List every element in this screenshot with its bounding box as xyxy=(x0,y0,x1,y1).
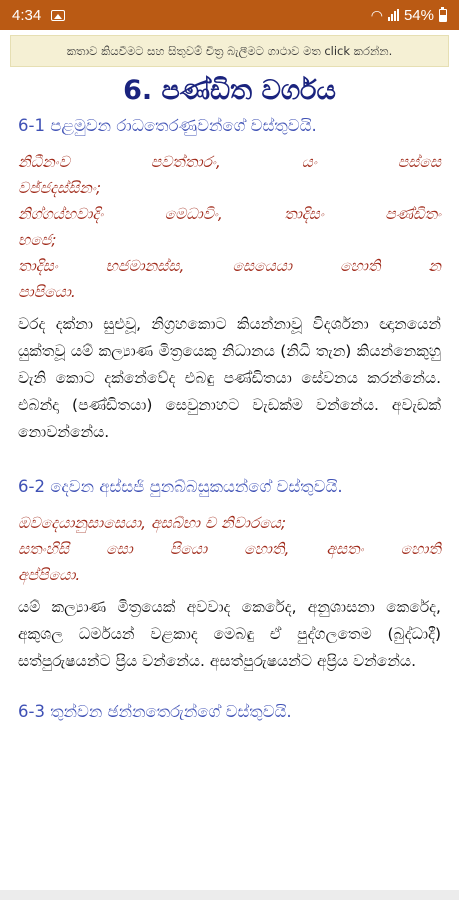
verse-line: ඔවදෙයානුසාසෙයා, අසබ්භා ච නිවාරයෙ; xyxy=(18,514,287,532)
battery-icon xyxy=(439,9,447,22)
status-left xyxy=(12,7,65,24)
bottom-edge xyxy=(0,890,459,900)
verse-line: නිග්ගය්හවාදිං මෙධාවිං, තාදිසං පණ්ඩිතං xyxy=(18,205,441,223)
verse-line: නිධීනංව පවත්තාරං, යං පස්සෙ xyxy=(18,153,441,171)
verse-block-1[interactable] xyxy=(18,149,441,305)
status-bar xyxy=(0,0,459,30)
verse-explanation-2: යම් කල්‍යාණ මිත්‍රයෙක් අවවාද කෙරේද, අනුශාසනා කෙරේද, අකුශල ධර්මයන් වළකාද මෙබඳු ඒ පුද්ගලතෙම (බුද්ධාදී) සත්පුරුෂයන්ට ප්‍රිය වන්නේය. අසත්පුරුෂයන්ට අප්‍රිය වන්නේය. xyxy=(18,598,441,670)
status-time: 4:34 xyxy=(12,6,42,24)
verse-line: සතංහිසි සො පියො හොති, අසතං හොති xyxy=(18,540,441,558)
battery-percent: 54% xyxy=(403,6,434,24)
click-hint-banner xyxy=(10,35,449,67)
verse-line: භජෙ; xyxy=(18,231,57,249)
wifi-icon: ◠ xyxy=(370,7,383,23)
signal-icon xyxy=(388,9,399,21)
verse-explanation-1: වරද දක්නා සුළුවූ, නිග්‍රහකොට කියන්නාවූ විදර්ශනා ඥානයෙන් යුක්තවූ යම් කල්‍යාණ මිත්‍රයෙකු නිධානය (නිධි තැන) කියන්නෙකුහු වැනි කොට දක්නේවේද එබඳු පණ්ඩිතයා සේවනය කරන්නේය. එබන්දා (පණ්ඩිතයා) සෙවුනාහට වැඩක්ම වන්නේය. අවැඩක් නොවන්නේය. xyxy=(18,315,441,441)
verse-line: තාදිසං භජමානස්ස, සෙයෙයා හොති න xyxy=(18,257,441,275)
story-title-1[interactable]: 6-1 පළමුවන රාධතෙරණුවන්ගේ වස්තුවයි. xyxy=(18,116,317,135)
verse-line: වජ්ජදස්සිනං; xyxy=(18,179,102,197)
status-right xyxy=(371,7,447,24)
verse-line: පාපියො. xyxy=(18,283,76,301)
image-notification-icon xyxy=(51,10,65,21)
click-hint-text: කතාව කියවීමට සහ සිතුවම් චිත්‍ර බැලීමට ගාථාව මත click කරන්න. xyxy=(66,44,393,58)
verse-block-2[interactable] xyxy=(18,510,441,588)
verse-line: අප්පියො. xyxy=(18,566,81,584)
story-title-3[interactable]: 6-3 තුන්වන ඡන්නතෙරුන්ගේ වස්තුවයි. xyxy=(18,702,292,721)
chapter-title: 6. පණ්ඩිත වර්ගය xyxy=(123,75,336,106)
story-title-2[interactable]: 6-2 දෙවන අස්සජි පුනබ්බසුකයන්ගේ වස්තුවයි. xyxy=(18,477,343,496)
story-content xyxy=(0,111,459,727)
